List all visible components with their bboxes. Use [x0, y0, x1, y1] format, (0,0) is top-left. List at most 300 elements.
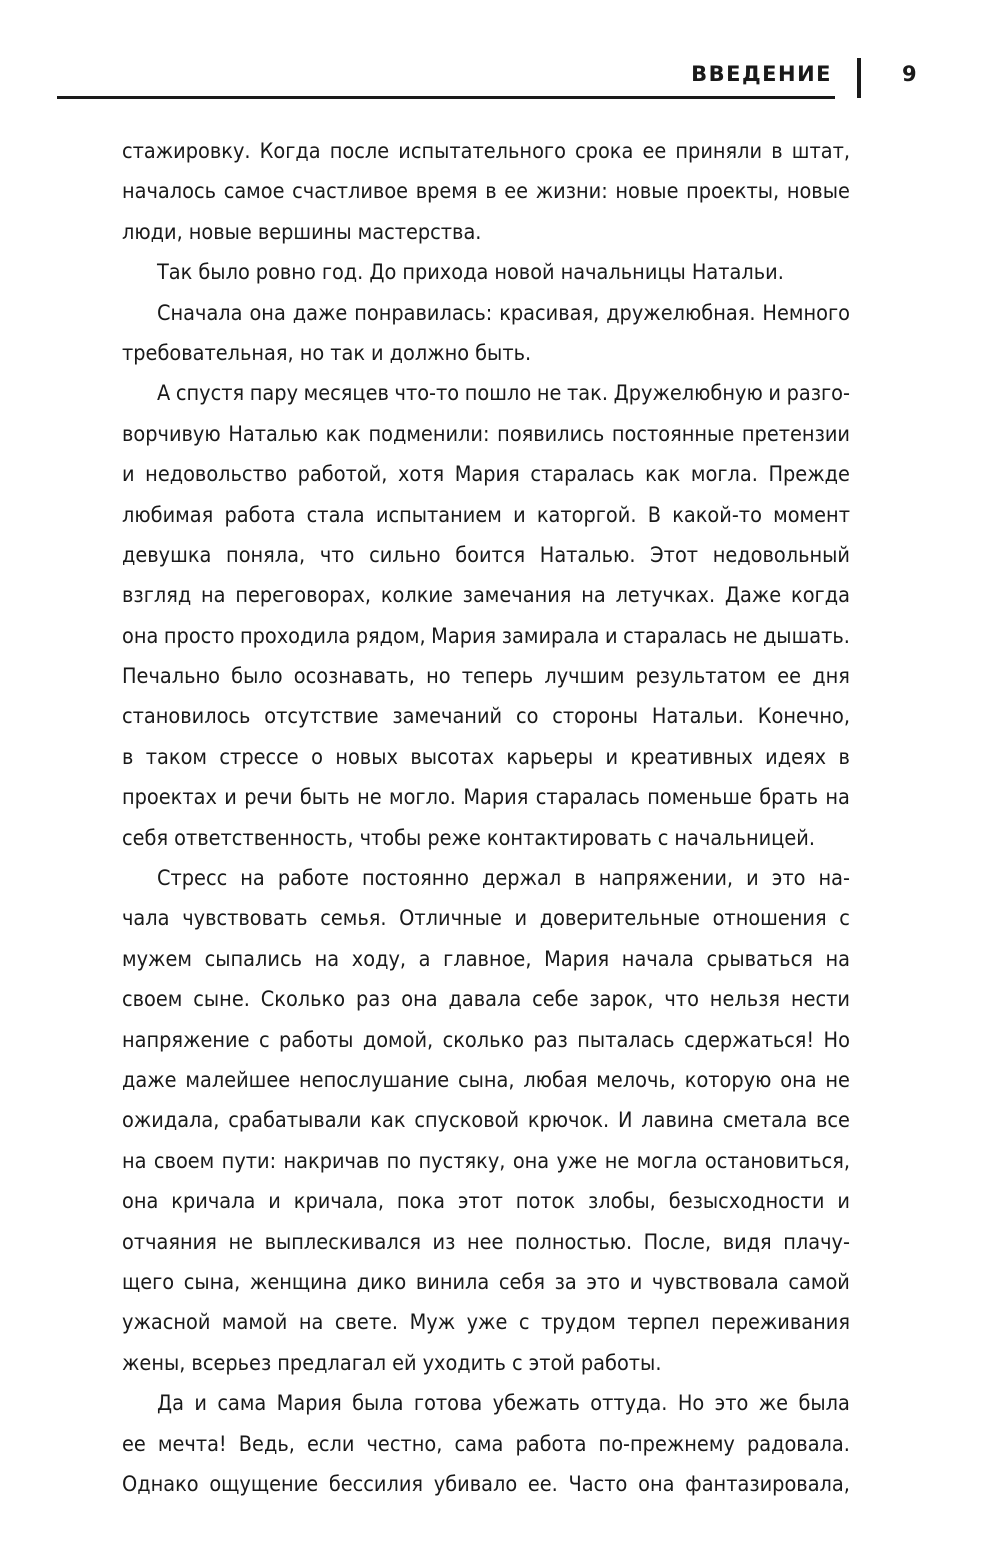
- word: таком: [145, 744, 208, 770]
- word: лучшим: [544, 664, 625, 690]
- text-line: [122, 738, 850, 778]
- word: домой,: [362, 1027, 434, 1053]
- word: брать: [759, 785, 818, 811]
- word: мужем: [122, 946, 192, 972]
- word: ее: [642, 139, 667, 164]
- word: с: [657, 825, 669, 851]
- word: рядом,: [355, 623, 426, 649]
- word: штат,: [791, 139, 850, 164]
- word: В: [647, 502, 661, 528]
- word: люди,: [122, 219, 183, 245]
- word: Немного: [762, 300, 850, 326]
- word: была: [352, 1391, 404, 1417]
- word: было: [198, 260, 250, 286]
- word: малейшее: [185, 1067, 291, 1093]
- text-line: [122, 1223, 850, 1263]
- word: так.: [567, 381, 608, 407]
- word: и: [513, 502, 526, 528]
- word: началось: [122, 179, 217, 205]
- word: на-: [818, 866, 850, 892]
- word: не: [732, 623, 758, 649]
- word: проекты,: [686, 179, 780, 205]
- word: работа: [515, 1431, 587, 1457]
- word: могла.: [690, 462, 758, 488]
- word: креативных: [630, 744, 753, 770]
- word: этот: [457, 1189, 503, 1215]
- word: с: [839, 906, 850, 932]
- word: Дружелюбную: [613, 381, 763, 407]
- word: каторгой.: [536, 502, 637, 528]
- word: Сколько: [260, 987, 346, 1013]
- word: она: [122, 1189, 159, 1215]
- word: главное,: [443, 946, 532, 972]
- word: в: [838, 744, 850, 770]
- word: сына,: [183, 1269, 241, 1295]
- word: год.: [321, 260, 364, 286]
- text-line: [122, 172, 850, 212]
- word: могло.: [389, 785, 456, 811]
- word: и: [604, 623, 618, 649]
- word: ходу,: [351, 946, 407, 972]
- word: непослушание: [299, 1067, 450, 1093]
- word: просто: [163, 623, 235, 649]
- word: и: [746, 866, 759, 892]
- word: месяцев: [303, 381, 389, 407]
- word: на: [201, 583, 226, 609]
- word: как: [645, 462, 681, 488]
- word: начальницы: [560, 260, 686, 286]
- word: ее: [122, 1431, 146, 1457]
- word: время: [415, 179, 478, 205]
- word: доверительные: [539, 906, 700, 932]
- word: проектах: [122, 785, 217, 811]
- word: ее.: [527, 1471, 558, 1497]
- word: срываться: [706, 946, 813, 972]
- word: результатом: [635, 664, 767, 690]
- word: и: [605, 744, 619, 770]
- text-line: [122, 253, 850, 293]
- word: вершины: [257, 219, 352, 245]
- word: недовольство: [145, 462, 288, 488]
- word: что: [664, 987, 699, 1013]
- text-line: [122, 374, 850, 414]
- word: она: [512, 1148, 550, 1174]
- word: постоянные: [611, 421, 735, 447]
- word: мастерства.: [357, 219, 482, 245]
- word: оттуда.: [590, 1391, 668, 1417]
- word: работе: [277, 866, 349, 892]
- word: отчаяния: [122, 1229, 217, 1255]
- word: как: [325, 421, 361, 447]
- word: ее: [504, 179, 529, 205]
- word: И: [617, 1108, 633, 1134]
- word: своем: [153, 1148, 215, 1174]
- word: уже: [556, 1148, 598, 1174]
- text-line: [122, 496, 850, 536]
- word: Конечно,: [757, 704, 850, 730]
- word: теперь: [461, 664, 534, 690]
- word: сколько: [442, 1027, 525, 1053]
- word: женщина: [249, 1269, 348, 1295]
- word: мелочь,: [596, 1067, 676, 1093]
- word: щего: [122, 1269, 175, 1295]
- word: не: [357, 785, 382, 811]
- text-line: [122, 859, 850, 899]
- word: переговорах,: [235, 583, 372, 609]
- text-line: [122, 1425, 850, 1465]
- word: пока: [396, 1189, 445, 1215]
- word: быть.: [475, 340, 532, 366]
- word: девушка: [122, 542, 212, 568]
- word: дня: [812, 664, 850, 690]
- word: сына,: [458, 1067, 515, 1093]
- word: идеях: [765, 744, 827, 770]
- text-line: [122, 213, 850, 253]
- word: испытательного: [398, 139, 566, 164]
- word: и: [224, 785, 237, 811]
- text-line: [122, 1061, 850, 1101]
- word: и: [371, 340, 384, 366]
- text-line: [122, 1465, 850, 1505]
- word: должно: [389, 340, 470, 366]
- word: когда: [791, 583, 850, 609]
- word: на: [298, 1310, 324, 1336]
- word: чтобы: [359, 825, 422, 851]
- word: новые: [786, 179, 850, 205]
- word: себе: [532, 987, 579, 1013]
- word: Даже: [724, 583, 782, 609]
- word: самое: [223, 179, 285, 205]
- word: мамой: [221, 1310, 288, 1336]
- text-line: [122, 455, 850, 495]
- word: хотя: [397, 462, 445, 488]
- word: после: [329, 139, 390, 164]
- word: кричала: [171, 1189, 256, 1215]
- word: старалась: [623, 623, 728, 649]
- word: После,: [643, 1229, 712, 1255]
- word: стороны: [552, 704, 639, 730]
- page-number: 9: [902, 62, 917, 86]
- word: Мария: [431, 623, 497, 649]
- word: требовательная,: [122, 340, 294, 366]
- word: из: [432, 1229, 456, 1255]
- word: и: [629, 1269, 643, 1295]
- word: терпел: [627, 1310, 700, 1336]
- word: начала: [621, 946, 694, 972]
- word: Так: [157, 260, 193, 286]
- word: в: [574, 866, 586, 892]
- word: любая: [523, 1067, 588, 1093]
- word: Наталью: [228, 421, 318, 447]
- word: Прежде: [768, 462, 850, 488]
- word: своем: [122, 987, 183, 1013]
- word: накричав: [283, 1148, 380, 1174]
- word: дико: [356, 1269, 407, 1295]
- word: раз: [355, 987, 391, 1013]
- word: новой: [494, 260, 555, 286]
- word: она: [638, 1471, 675, 1497]
- word: сыне.: [193, 987, 250, 1013]
- text-line: [122, 899, 850, 939]
- word: Мария: [454, 462, 520, 488]
- text-line: [122, 334, 850, 374]
- word: что-то: [394, 381, 460, 407]
- word: убивало: [433, 1471, 518, 1497]
- word: Сначала: [157, 300, 243, 326]
- word: Мария: [276, 1391, 342, 1417]
- word: пару: [249, 381, 299, 407]
- word: радовала.: [746, 1431, 850, 1457]
- word: начальницей.: [674, 825, 815, 851]
- running-header: [0, 58, 1000, 108]
- word: и: [122, 462, 135, 488]
- word: ровно: [255, 260, 316, 286]
- text-line: [122, 1182, 850, 1222]
- word: Муж: [409, 1310, 456, 1336]
- word: убежать: [492, 1391, 580, 1417]
- word: крючок.: [527, 1108, 610, 1134]
- word: поток: [515, 1189, 576, 1215]
- word: ужасной: [122, 1310, 211, 1336]
- word: в: [122, 744, 134, 770]
- word: пыталась: [577, 1027, 675, 1053]
- word: ворчивую: [122, 421, 221, 447]
- word: отношения: [712, 906, 827, 932]
- header-divider: [857, 58, 861, 98]
- text-line: [122, 1263, 850, 1303]
- word: ощущение: [209, 1471, 319, 1497]
- word: не: [604, 1148, 630, 1174]
- word: Печально: [122, 664, 220, 690]
- word: колкие: [380, 583, 453, 609]
- text-line: [122, 415, 850, 455]
- word: и: [768, 381, 781, 407]
- word: это: [586, 1269, 621, 1295]
- word: осознавать,: [293, 664, 415, 690]
- word: летучках.: [615, 583, 716, 609]
- text-line: [122, 980, 850, 1020]
- word: жизни:: [535, 179, 608, 205]
- text-line: [122, 1142, 850, 1182]
- word: но: [299, 340, 325, 366]
- text-line: [122, 940, 850, 980]
- word: которую: [684, 1067, 772, 1093]
- word: чувствовала: [651, 1269, 779, 1295]
- word: она: [780, 1067, 817, 1093]
- word: не: [228, 1229, 254, 1255]
- word: претензии: [741, 421, 850, 447]
- word: и: [514, 906, 528, 932]
- word: плачу-: [783, 1229, 850, 1255]
- text-line: [122, 576, 850, 616]
- word: сама: [454, 1431, 504, 1457]
- word: разго-: [786, 381, 850, 407]
- word: старалась: [530, 462, 635, 488]
- word: новых: [335, 744, 398, 770]
- word: с: [258, 1027, 270, 1053]
- word: так: [330, 340, 366, 366]
- word: Но: [677, 1391, 705, 1417]
- word: подменили:: [368, 421, 490, 447]
- word: контактировать: [486, 825, 652, 851]
- word: появились: [497, 421, 605, 447]
- word: на: [825, 946, 850, 972]
- word: понравилась:: [354, 300, 493, 326]
- word: Когда: [259, 139, 321, 164]
- word: она: [122, 623, 159, 649]
- word: с: [518, 1310, 530, 1336]
- word: мечта!: [157, 1431, 227, 1457]
- word: но: [426, 664, 451, 690]
- word: остановиться,: [704, 1148, 850, 1174]
- word: фантазировала,: [685, 1471, 850, 1497]
- word: Наталью.: [539, 542, 636, 568]
- word: приняли: [675, 139, 763, 164]
- word: новые: [615, 179, 679, 205]
- word: безысходности: [668, 1189, 825, 1215]
- word: нее: [466, 1229, 504, 1255]
- word: за: [554, 1269, 577, 1295]
- word: и: [194, 1391, 207, 1417]
- word: А: [157, 381, 171, 407]
- word: сыпались: [204, 946, 302, 972]
- word: Мария: [544, 946, 610, 972]
- word: нести: [790, 987, 850, 1013]
- word: работы: [278, 1027, 354, 1053]
- word: себя: [498, 1269, 545, 1295]
- word: семья.: [320, 906, 387, 932]
- word: постоянно: [361, 866, 469, 892]
- word: и: [837, 1189, 850, 1215]
- text-line: [122, 1021, 850, 1061]
- word: старалась: [535, 785, 640, 811]
- word: срока: [575, 139, 634, 164]
- word: момент: [773, 502, 850, 528]
- word: ее: [777, 664, 802, 690]
- word: могла: [636, 1148, 698, 1174]
- word: Отличные: [399, 906, 502, 932]
- word: пустяку,: [418, 1148, 506, 1174]
- word: всерьез: [191, 1350, 272, 1376]
- word: стрессе: [219, 744, 299, 770]
- word: поняла,: [226, 542, 306, 568]
- word: Ведь,: [238, 1431, 295, 1457]
- word: прихода: [402, 260, 489, 286]
- word: же: [758, 1391, 789, 1417]
- word: видя: [722, 1229, 772, 1255]
- header-rule: [57, 96, 835, 99]
- word: выплескивался: [264, 1229, 421, 1255]
- word: речи: [244, 785, 293, 811]
- word: поменьше: [647, 785, 752, 811]
- word: все: [815, 1108, 850, 1134]
- word: и: [268, 1189, 281, 1215]
- word: дышать.: [762, 623, 850, 649]
- word: новые: [188, 219, 252, 245]
- word: недовольный: [712, 542, 850, 568]
- word: с: [511, 1350, 523, 1376]
- word: полностью.: [515, 1229, 633, 1255]
- word: нельзя: [709, 987, 781, 1013]
- text-line: [122, 1384, 850, 1424]
- word: стала: [306, 502, 365, 528]
- word: До: [369, 260, 397, 286]
- word: Натальи.: [691, 260, 784, 286]
- word: Но: [823, 1027, 850, 1053]
- word: не: [825, 1067, 850, 1093]
- word: даже: [122, 1067, 177, 1093]
- word: винила: [415, 1269, 490, 1295]
- text-line: [122, 697, 850, 737]
- word: быть: [299, 785, 350, 811]
- word: раз: [533, 1027, 568, 1053]
- word: Часто: [568, 1471, 628, 1497]
- word: переживания: [711, 1310, 850, 1336]
- word: счастливое: [292, 179, 409, 205]
- section-title: ВВЕДЕНИЕ: [691, 62, 832, 86]
- word: давала: [448, 987, 522, 1013]
- text-line: [122, 294, 850, 334]
- word: замирала: [501, 623, 600, 649]
- text-line: [122, 657, 850, 697]
- word: лавина: [641, 1108, 714, 1134]
- word: ответственность,: [174, 825, 354, 851]
- word: ожидала,: [122, 1108, 220, 1134]
- text-line: [122, 617, 850, 657]
- word: срабатывали: [228, 1108, 362, 1134]
- text-line: [122, 819, 850, 859]
- text-line: [122, 132, 850, 172]
- word: уходить: [422, 1350, 506, 1376]
- word: боится: [455, 542, 526, 568]
- text-line: [122, 1303, 850, 1343]
- word: проходила: [239, 623, 351, 649]
- word: это: [714, 1391, 749, 1417]
- word: в: [771, 139, 783, 164]
- word: работой,: [297, 462, 388, 488]
- word: о: [311, 744, 323, 770]
- word: пути:: [221, 1148, 277, 1174]
- word: это: [771, 866, 806, 892]
- word: как: [370, 1108, 406, 1134]
- word: сдержаться!: [683, 1027, 815, 1053]
- word: Однако: [122, 1471, 199, 1497]
- word: на: [314, 946, 340, 972]
- word: спусковой: [414, 1108, 520, 1134]
- text-line: [122, 536, 850, 576]
- word: трудом: [541, 1310, 616, 1336]
- word: предлагал: [277, 1350, 387, 1376]
- word: если: [306, 1431, 355, 1457]
- word: Этот: [650, 542, 699, 568]
- word: работа: [224, 502, 296, 528]
- word: злобы,: [588, 1189, 656, 1215]
- word: в: [485, 179, 497, 205]
- word: не: [536, 381, 562, 407]
- word: даже: [292, 300, 348, 326]
- word: какой-то: [672, 502, 762, 528]
- word: готова: [413, 1391, 483, 1417]
- word: по: [386, 1148, 412, 1174]
- word: замечаний: [392, 704, 503, 730]
- word: уже: [466, 1310, 508, 1336]
- word: честно,: [366, 1431, 443, 1457]
- word: Натальи.: [651, 704, 744, 730]
- word: она: [401, 987, 438, 1013]
- word: на: [581, 583, 606, 609]
- word: на: [240, 866, 265, 892]
- word: зарок,: [589, 987, 654, 1013]
